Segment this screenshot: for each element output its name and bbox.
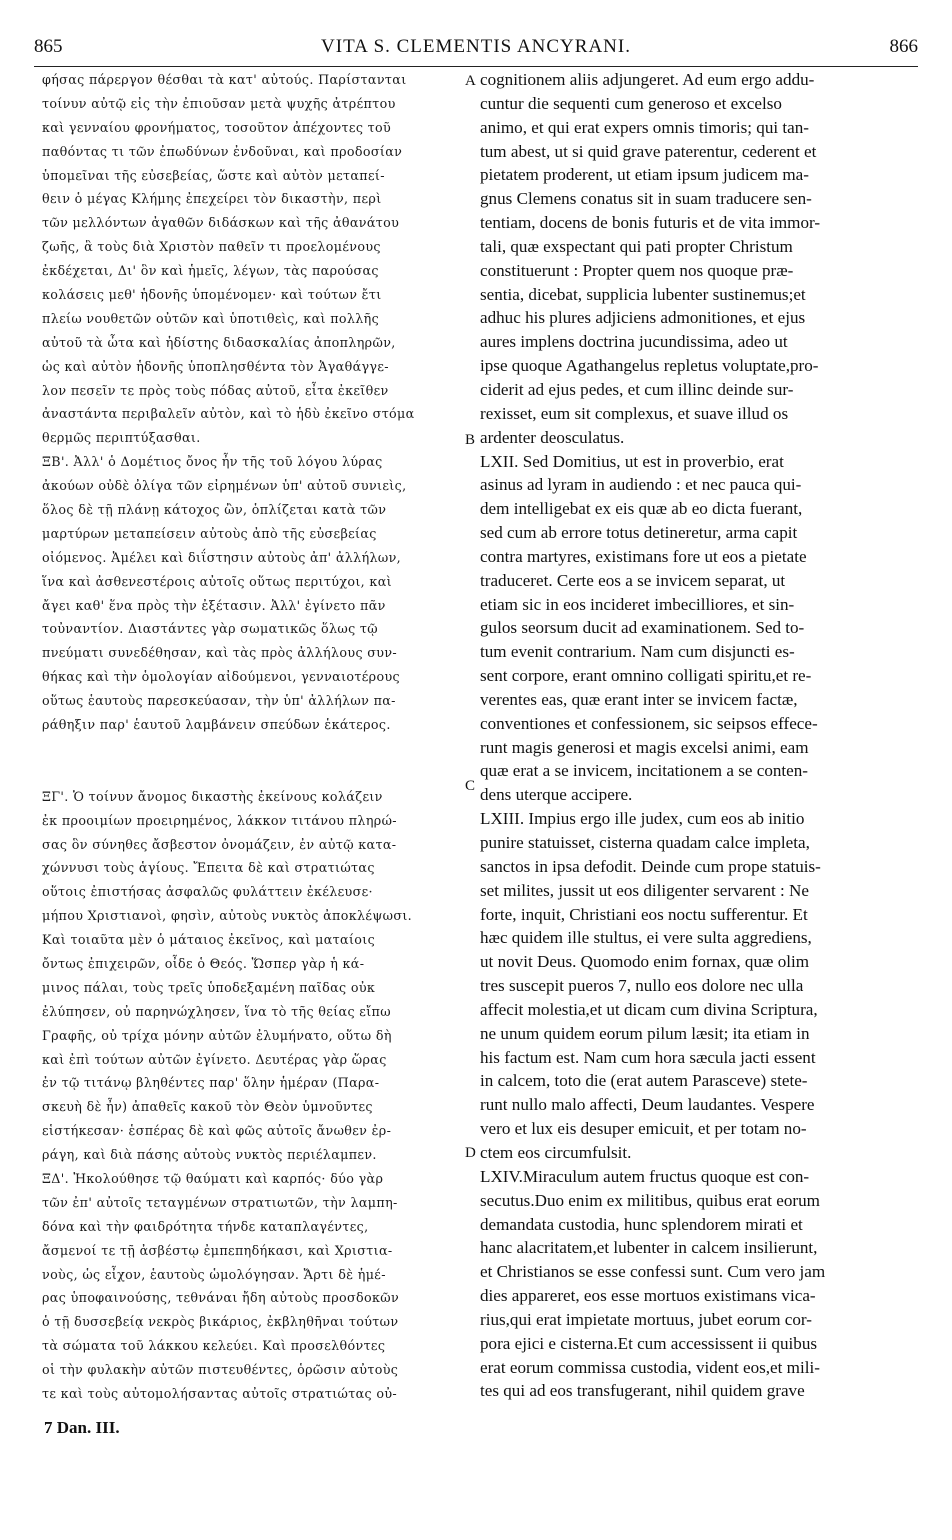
text-line: ὄντως ἐπιχειρῶν, οἶδε ὁ Θεός. Ὥσπερ γὰρ ἡ κά- [42, 955, 365, 971]
text-line: ὡς καὶ αὐτὸν ἡδονῆς ὑποπλησθέντα τὸν Ἀγαθάγγε- [42, 358, 389, 374]
text-line: εἱστήκεσαν· ἑσπέρας δὲ καὶ φῶς αὐτοῖς ἄνωθεν ἐρ- [42, 1123, 392, 1139]
text-line: μαρτύρων μεταπείσειν αὐτοὺς ἀπὸ τῆς εὐσεβείας [42, 525, 377, 541]
text-line: ὁ τῇ δυσσεβείᾳ νεκρὸς βικάριος, ἐκβληθῆναι τούτων [42, 1314, 399, 1330]
text-line: sent corpore, erant omnino colligati spiritu,et re- [480, 666, 812, 686]
text-line: cognitionem aliis adjungeret. Ad eum ergo addu- [480, 70, 815, 89]
text-line: cuntur die sequenti cum generoso et excelso [480, 93, 782, 113]
text-line: affecit molestia,et ut dicam cum divina Scriptura, [480, 999, 818, 1019]
text-line: animo, et qui erat expers omnis timoris; qui tan- [480, 117, 809, 137]
text-line: punire statuisset, cisterna quadam calce impleta, [480, 833, 810, 852]
text-line: δόνα καὶ τὴν φαιδρότητα τήνδε καταπλαγέντες, [42, 1218, 369, 1234]
section-marker-a: A [465, 73, 476, 89]
text-line: σκευὴ δὲ ἦν) ἀπαθεῖς κακοῦ τὸν Θεὸν ὑμνοῦντες [42, 1099, 373, 1115]
text-line: Καὶ τοιαῦτα μὲν ὁ μάταιος ἐκεῖνος, καὶ ματαίοις [42, 932, 376, 948]
text-line: sentia, dicebat, supplicia lubenter sustinemus;et [480, 284, 806, 304]
text-line: sanctos in ipsa defodit. Deinde cum prope statuis- [480, 856, 821, 876]
text-line: tres suscepit pueros 7, nullo eos dolore nec ulla [480, 976, 804, 996]
text-line: τοὐναντίον. Διαστάντες γὰρ σωματικῶς ὅλως τῷ [42, 621, 378, 637]
text-line: pora ejici e cisterna.Et cum accessissent ii quibus [480, 1333, 818, 1353]
text-line: vero et lux eis desuper emicuit, et per totam no- [480, 1119, 807, 1139]
section-marker-c: C [465, 778, 476, 794]
text-line: aures implens doctrina jucundissima, adeo ut [480, 332, 788, 352]
footnote: 7 Dan. III. [44, 1418, 120, 1437]
text-line: pietatem proderent, ut etiam ipsum judicem ma- [480, 165, 809, 185]
text-line: ne unum quidem eorum pilum læsit; ita etiam in [480, 1023, 810, 1043]
text-line: αὐτοῦ τὰ ὦτα καὶ ἡδίστης διδασκαλίας ἀποπληρῶν, [42, 334, 396, 350]
text-line: παθόντας τι τῶν ἐπωδύνων ἐνδοῦναι, καὶ προδοσίαν [42, 143, 403, 159]
text-line: ἐκ προοιμίων προειρημένος, λάκκον τιτάνου πληρώ- [42, 812, 397, 828]
text-line: tum abest, ut si quid grave paterentur, cederent et [480, 141, 817, 161]
text-line: τῶν ἐπ' αὐτοῖς τεταγμένων στρατιωτῶν, τὴν λαμπη- [42, 1194, 398, 1210]
text-line: rexisset, eum sit complexus, et suave illud os [480, 403, 789, 423]
text-line: ράγη, καὶ διὰ πάσης αὐτοὺς νυκτὸς περιέλαμπεν. [42, 1147, 377, 1163]
text-line [42, 737, 462, 761]
text-line: ράθηξιν παρ' ἑαυτοῦ λαμβάνειν σπεύδων ἑκάτερος. [42, 717, 391, 733]
page-header [34, 32, 918, 67]
text-line: κολάσεις μεθ' ἡδονῆς ὑπομένομεν· καὶ τούτων ἔτι [42, 287, 382, 303]
text-line: contra martyres, existimans fore ut eos a pietate [480, 546, 807, 566]
text-line: τῶν μελλόντων ἀγαθῶν διδάσκων καὶ τῆς ἀθανάτου [42, 215, 400, 231]
text-line: gulos seorsum ducit ad examinationem. Sed to- [480, 618, 805, 638]
text-line: οὕτως ἑαυτοὺς παρεσκεύασαν, τὴν ὑπ' ἀλλήλων πα- [42, 693, 396, 709]
text-line: et Christianos se esse confessi sunt. Cum vero jam [480, 1262, 826, 1282]
text-line: ρας ὑποφαινούσης, τεθνάναι ἤδη αὐτοὺς προσδοκῶν [42, 1290, 400, 1306]
page-number-left: 865 [34, 36, 63, 57]
text-line: ὑπομεῖναι τῆς εὐσεβείας, ὥστε καὶ αὐτὸν μεταπεί- [42, 167, 385, 183]
text-line: οἰόμενος. Ἀμέλει καὶ διΐστησιν αὐτοὺς ἀπ' ἀλλήλων, [42, 549, 402, 565]
text-line: ἐκδέχεται, Δι' ὃν καὶ ἡμεῖς, λέγων, τὰς παρούσας [42, 263, 379, 279]
text-line: ΞΔ'. Ἠκολούθησε τῷ θαύματι καὶ καρπός· δύο γὰρ [42, 1170, 384, 1186]
text-line: dem intelligebat ex eis quæ ab eo dicta fuerant, [480, 499, 803, 519]
text-line: LXIV.Miraculum autem fructus quoque est con- [480, 1166, 810, 1186]
greek-column [42, 68, 462, 1406]
text-line: πλείω νουθετῶν οὐτῶν καὶ ὑποτιθεὶς, καὶ πολλῆς [42, 310, 380, 326]
text-line: ὅλος δὲ τῇ πλάνῃ κάτοχος ὢν, ὁπλίζεται κατὰ τῶν [42, 502, 387, 518]
text-line: ΞΒ'. Ἀλλ' ὁ Δομέτιος ὄνος ἦν τῆς τοῦ λόγου λύρας [42, 454, 383, 470]
text-line: καὶ ἐπὶ τούτων αὐτῶν ἐγίνετο. Δευτέρας γὰρ ὥρας [42, 1051, 387, 1067]
text-line: asinus ad lyram in audiendo : et nec pauca qui- [480, 475, 802, 495]
text-line: his factum est. Nam cum hora sæcula jacti essent [480, 1047, 816, 1067]
text-line: erat eorum commissa custodia, vident eos,et mili- [480, 1357, 820, 1377]
text-line: traduceret. Certe eos a se invicem separat, ut [480, 570, 786, 590]
text-line: σας ὃν σύνηθες ἄσβεστον ὀνομάζειν, ἐν αὐτῷ κατα- [42, 836, 397, 852]
page-number-right: 866 [889, 36, 918, 57]
text-line: μήπου Χριστιανοὶ, φησὶν, αὐτοὺς νυκτὸς ἀποκλέψωσι. [42, 908, 413, 924]
text-line: ἐν τῷ τιτάνῳ βληθέντες παρ' ὅλην ἡμέραν (Παρα- [42, 1075, 380, 1091]
text-line: Γραφῆς, οὐ τρίχα μόνην αὐτῶν ἐλυμήνατο, οὕτω δὴ [42, 1027, 392, 1043]
text-line: θερμῶς περιπτύξασθαι. [42, 430, 201, 446]
text-line: πνεύματι συνεδέθησαν, καὶ τὰς πρὸς ἀλλήλους συν- [42, 645, 398, 661]
text-line: ardenter deosculatus. [480, 427, 625, 447]
text-line: hæc quidem ille stultus, ei vere sulta aggrediens, [480, 928, 812, 948]
text-line: tum evenit contrarium. Nam cum disjuncti es- [480, 642, 795, 662]
text-line: νοὺς, ὡς εἶχον, ἑαυτοὺς ὡμολόγησαν. Ἄρτι δὲ ἡμέ- [42, 1266, 386, 1282]
text-line: λον πεσεῖν τε πρὸς τοὺς πόδας αὐτοῦ, εἶτα ἐκεῖθεν [42, 382, 389, 398]
text-line: LXII. Sed Domitius, ut est in proverbio, erat [480, 451, 784, 471]
text-line: rius,qui erat impietate mortuus, jubet eorum cor- [480, 1309, 812, 1329]
text-line: τοίνυν αὐτῷ εἰς τὴν ἐπιοῦσαν μετὰ ψυχῆς ἀτρέπτου [42, 95, 396, 111]
text-line: ipse quoque Agathangelus repletus voluptate,pro- [480, 356, 819, 376]
text-line: ciderit ad ejus pedes, et cum illinc deinde sur- [480, 379, 794, 399]
text-line: χώννυσι τοὺς ἁγίους. Ἔπειτα δὲ καὶ στρατιώτας [42, 860, 375, 876]
text-line: tes qui ad eos transfugerant, nihil quidem grave [480, 1381, 805, 1401]
text-line: tali, quæ exspectant qui pati propter Christum [480, 236, 793, 256]
text-line: tentiam, docens de bonis futuris et de vita immor- [480, 213, 821, 233]
text-line: hanc alacritatem,et lubenter in calcem insilierunt, [480, 1238, 818, 1258]
text-line: dies appareret, eos esse mortuos existimans vica- [480, 1286, 816, 1306]
text-line: οἱ τὴν φυλακὴν αὐτῶν πιστευθέντες, ὁρῶσιν αὐτοὺς [42, 1362, 399, 1378]
text-line: runt magis generosi et magis excelsi animi, eam [480, 737, 809, 757]
text-line: quæ erat a se invicem, incitationem a se conten- [480, 761, 808, 781]
text-line: ζωῆς, ἃ τοὺς διὰ Χριστὸν παθεῖν τι προελομένους [42, 239, 381, 255]
text-line: set milites, jussit ut eos diligenter servarent : Ne [480, 880, 809, 900]
text-line: secutus.Duo enim ex militibus, quibus erat eorum [480, 1190, 820, 1210]
section-marker-b: B [465, 432, 476, 448]
text-line: ἄγει καθ' ἕνα πρὸς τὴν ἐξέτασιν. Ἀλλ' ἐγίνετο πᾶν [42, 597, 386, 613]
text-line: ἀναστάντα περιβαλεῖν αὐτὸν, καὶ τὸ ἡδὺ ἐκεῖνο στόμα [42, 406, 415, 422]
text-line: ἵνα καὶ ἀσθενεστέροις αὐτοῖς οὕτως περιτύχοι, καὶ [42, 573, 392, 589]
text-line: καὶ γενναίου φρονήματος, τοσοῦτον ἀπέχοντες τοῦ [42, 119, 392, 135]
text-line: μινος πάλαι, τοὺς τρεῖς ὑποδεξαμένη παῖδας οὐκ [42, 979, 376, 995]
section-marker-d: D [465, 1145, 476, 1161]
text-line: οὕτοις ἐπιστήσας ἀσφαλῶς φυλάττειν ἐκέλευσε· [42, 884, 373, 900]
text-line: demandata custodia, hunc splendorem mirati et [480, 1214, 803, 1234]
text-line: LXIII. Impius ergo ille judex, cum eos ab initio [480, 809, 805, 829]
text-line: etiam sic in eos incideret imbecilliores, et sin- [480, 594, 795, 614]
text-line: φήσας πάρεργον θέσθαι τὰ κατ' αὐτούς. Παρίστανται [42, 72, 407, 87]
text-line: ἀκούων οὐδὲ ὀλίγα τῶν εἰρημένων ὑπ' αὐτοῦ συνιεὶς, [42, 478, 407, 494]
text-line: τε καὶ τοὺς αὐτομολήσαντας αὐτοῖς στρατιώτας οὐ- [42, 1385, 398, 1401]
text-line: ἐλύπησεν, οὐ παρηνώχλησεν, ἵνα τὸ τῆς θείας εἴπω [42, 1003, 391, 1019]
text-line: ΞΓ'. Ὁ τοίνυν ἄνομος δικαστὴς ἐκείνους κολάζειν [42, 788, 383, 804]
text-line: ἄσμενοί τε τῇ ἀσβέστῳ ἐμπεπηδήκασι, καὶ Χριστια- [42, 1242, 393, 1258]
text-line: forte, inquit, Christiani eos noctu sufferentur. Et [480, 904, 808, 924]
text-line: θήκας καὶ τὴν ὁμολογίαν αἰδούμενοι, γενναιοτέρους [42, 669, 400, 685]
text-line [42, 761, 462, 785]
running-title: VITA S. CLEMENTIS ANCYRANI. [321, 36, 631, 57]
text-line: τὰ σώματα τοῦ λάκκου κελεύει. Καὶ προσελθόντες [42, 1338, 386, 1354]
text-line: constituerunt : Propter quem nos quoque præ- [480, 260, 794, 280]
text-line: ut novit Deus. Quomodo enim fornax, quæ olim [480, 952, 810, 972]
text-line: sed cum ab errore totus detineretur, arma capit [480, 523, 798, 543]
text-line: adhuc his plures adjiciens admonitiones, et ejus [480, 308, 806, 328]
text-line: in calcem, toto die (erat autem Parasceve) stete- [480, 1071, 808, 1091]
text-line: verentes eas, quæ erant inter se invicem factæ, [480, 689, 798, 709]
text-line: gnus Clemens conatus sit in suam traducere sen- [480, 189, 812, 209]
text-line: dens uterque accipere. [480, 785, 633, 805]
text-line: conventiones et confessionem, sic seipsos effece- [480, 713, 818, 733]
latin-column [480, 68, 920, 1403]
text-line: θειν ὁ μέγας Κλήμης ἐπεχείρει τὸν δικαστὴν, περὶ [42, 191, 382, 207]
text-line: runt nullo malo affecti, Deum laudantes. Vespere [480, 1095, 815, 1115]
text-line: ctem eos circumfulsit. [480, 1142, 632, 1162]
